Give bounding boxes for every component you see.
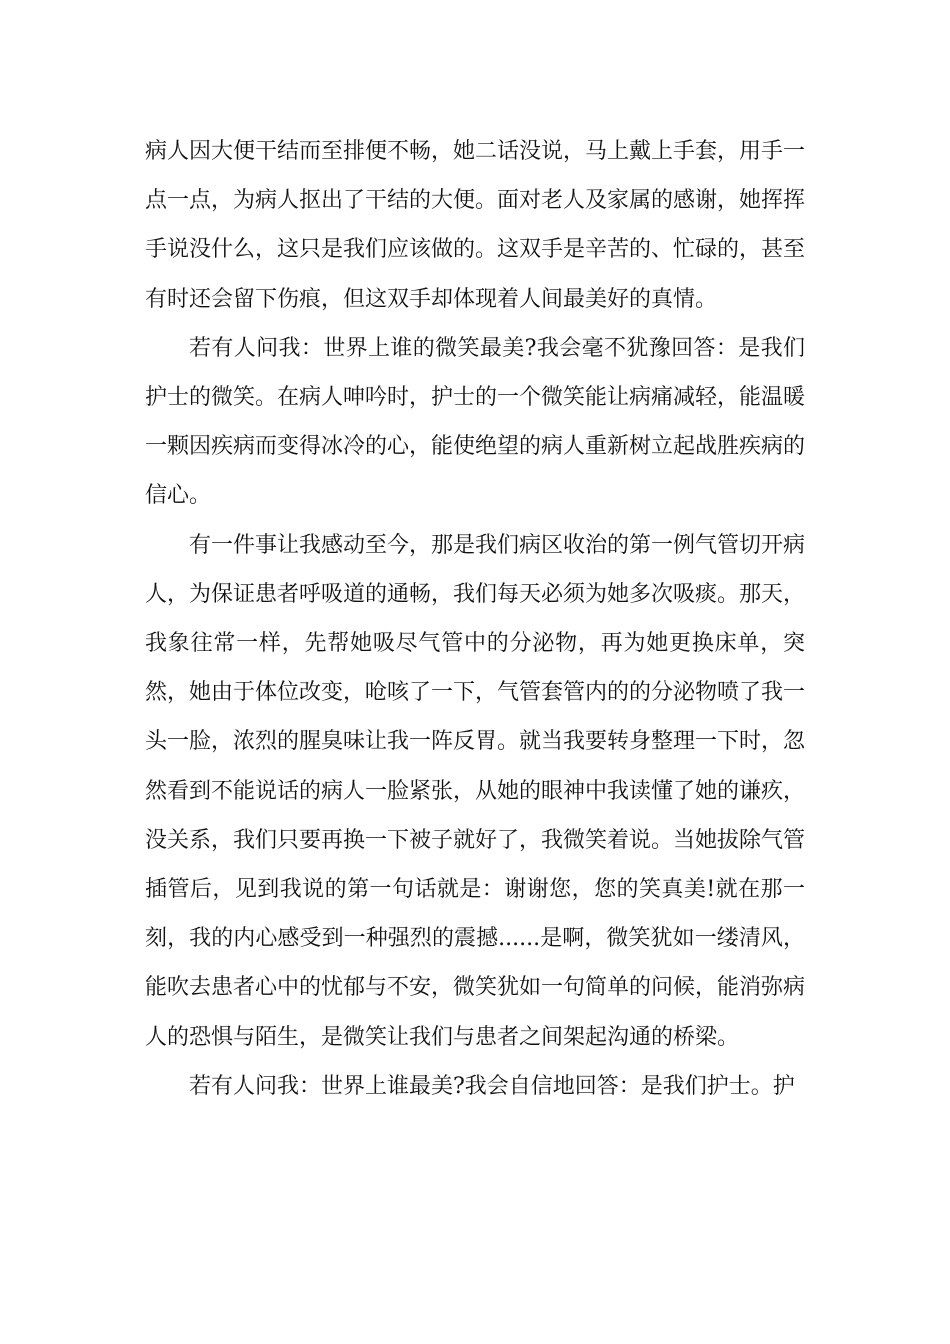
paragraph-2: 若有人问我：世界上谁的微笑最美?我会毫不犹豫回答：是我们护士的微笑。在病人呻吟时，护士的一个微笑能让病痛减轻，能温暖一颗因疾病而变得冰冷的心，能使绝望的病人重新树立起战胜疾病的信心。 [145,335,806,509]
paragraph-1: 病人因大便干结而至排便不畅，她二话没说，马上戴上手套，用手一点一点，为病人抠出了干结的大便。面对老人及家属的感谢，她挥挥手说没什么，这只是我们应该做的。这双手是辛苦的、忙碌的，甚至有时还会留下伤痕，但这双手却体现着人间最美好的真情。 [145,139,806,312]
body-text [145,127,805,1111]
paragraph-3: 有一件事让我感动至今，那是我们病区收治的第一例气管切开病人，为保证患者呼吸道的通畅，我们每天必须为她多次吸痰。那天，我象往常一样，先帮她吸尽气管中的分泌物，再为她更换床单，突然，她由于体位改变，呛咳了一下，气管套管内的的分泌物喷了我一头一脸，浓烈的腥臭味让我一阵反胃。就当我要转身整理一下时，忽然看到不能说话的病人一脸紧张，从她的眼神中我读懂了她的谦疚，没关系，我们只要再换一下被子就好了，我微笑着说。当她拔除气管插管后，见到我说的第一句话就是：谢谢您，您的笑真美!就在那一刻，我的内心感受到一种强烈的震撼......是啊，微笑犹如一缕清风，能吹去患者心中的忧郁与不安，微笑犹如一句简单的问候，能消弥病人的恐惧与陌生，是微笑让我们与患者之间架起沟通的桥梁。 [145,532,806,1050]
paragraph-4: 若有人问我：世界上谁最美?我会自信地回答：是我们护士。护 [189,1073,795,1099]
